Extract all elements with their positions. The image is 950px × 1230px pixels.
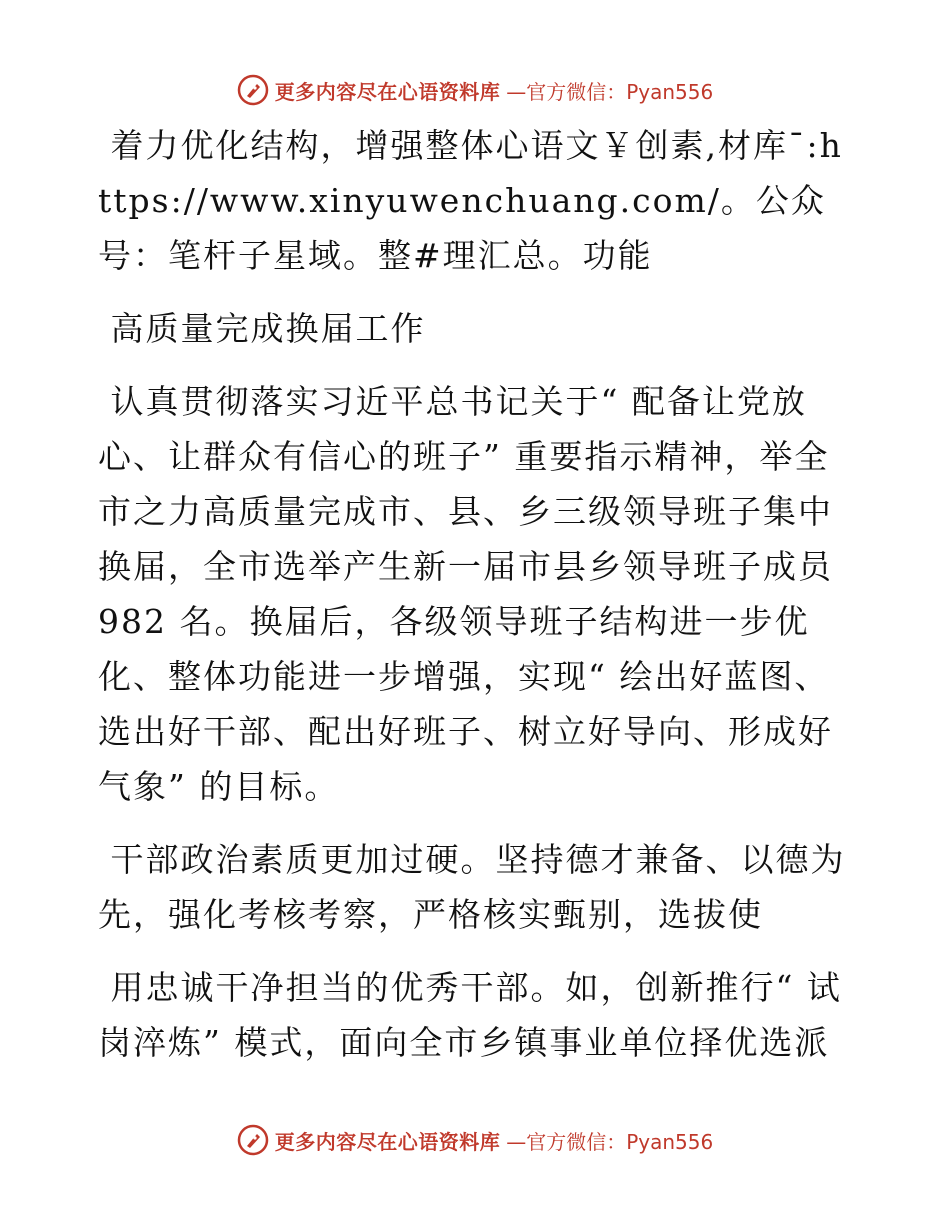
paragraph-3: 干部政治素质更加过硬。坚持德才兼备、以德为先，强化考核考察，严格核实甄别，选拔使 — [98, 840, 846, 934]
paragraph-heading: 高质量完成换届工作 — [98, 309, 426, 348]
paragraph-4: 用忠诚干净担当的优秀干部。如，创新推行“ 试岗淬炼” 模式，面向全市乡镇事业单位择优选派 — [98, 968, 842, 1062]
paragraph-1: 着力优化结构，增强整体心语文￥创素,材库¯:https://www.xinyuwenchuang.com/。公众号：笔杆子星域。整#理汇总。功能 — [98, 126, 843, 275]
pen-nib-logo-icon — [237, 74, 269, 106]
paragraph-2: 认真贯彻落实习近平总书记关于“ 配备让党放心、让群众有信心的班子” 重要指示精神，举全市之力高质量完成市、县、乡三级领导班子集中换届，全市选举产生新一届市县乡领导班子成员 982 名。换届后，各级领导班子结构进一步优化、整体功能进一步增强，实现“ 绘出好蓝图、选出好干部、配出好班子、树立好导向、形成好气象” 的目标。 — [98, 382, 846, 806]
pen-nib-logo-icon — [237, 1124, 269, 1156]
header-watermark-banner — [0, 70, 950, 110]
banner-contact: —官方微信：Pyan556 — [506, 79, 714, 104]
footer-watermark-banner — [0, 1120, 950, 1160]
banner-contact: —官方微信：Pyan556 — [506, 1129, 714, 1154]
banner-title: 更多内容尽在心语资料库 — [274, 1129, 501, 1154]
document-body — [98, 118, 854, 1088]
banner-title: 更多内容尽在心语资料库 — [274, 79, 501, 104]
